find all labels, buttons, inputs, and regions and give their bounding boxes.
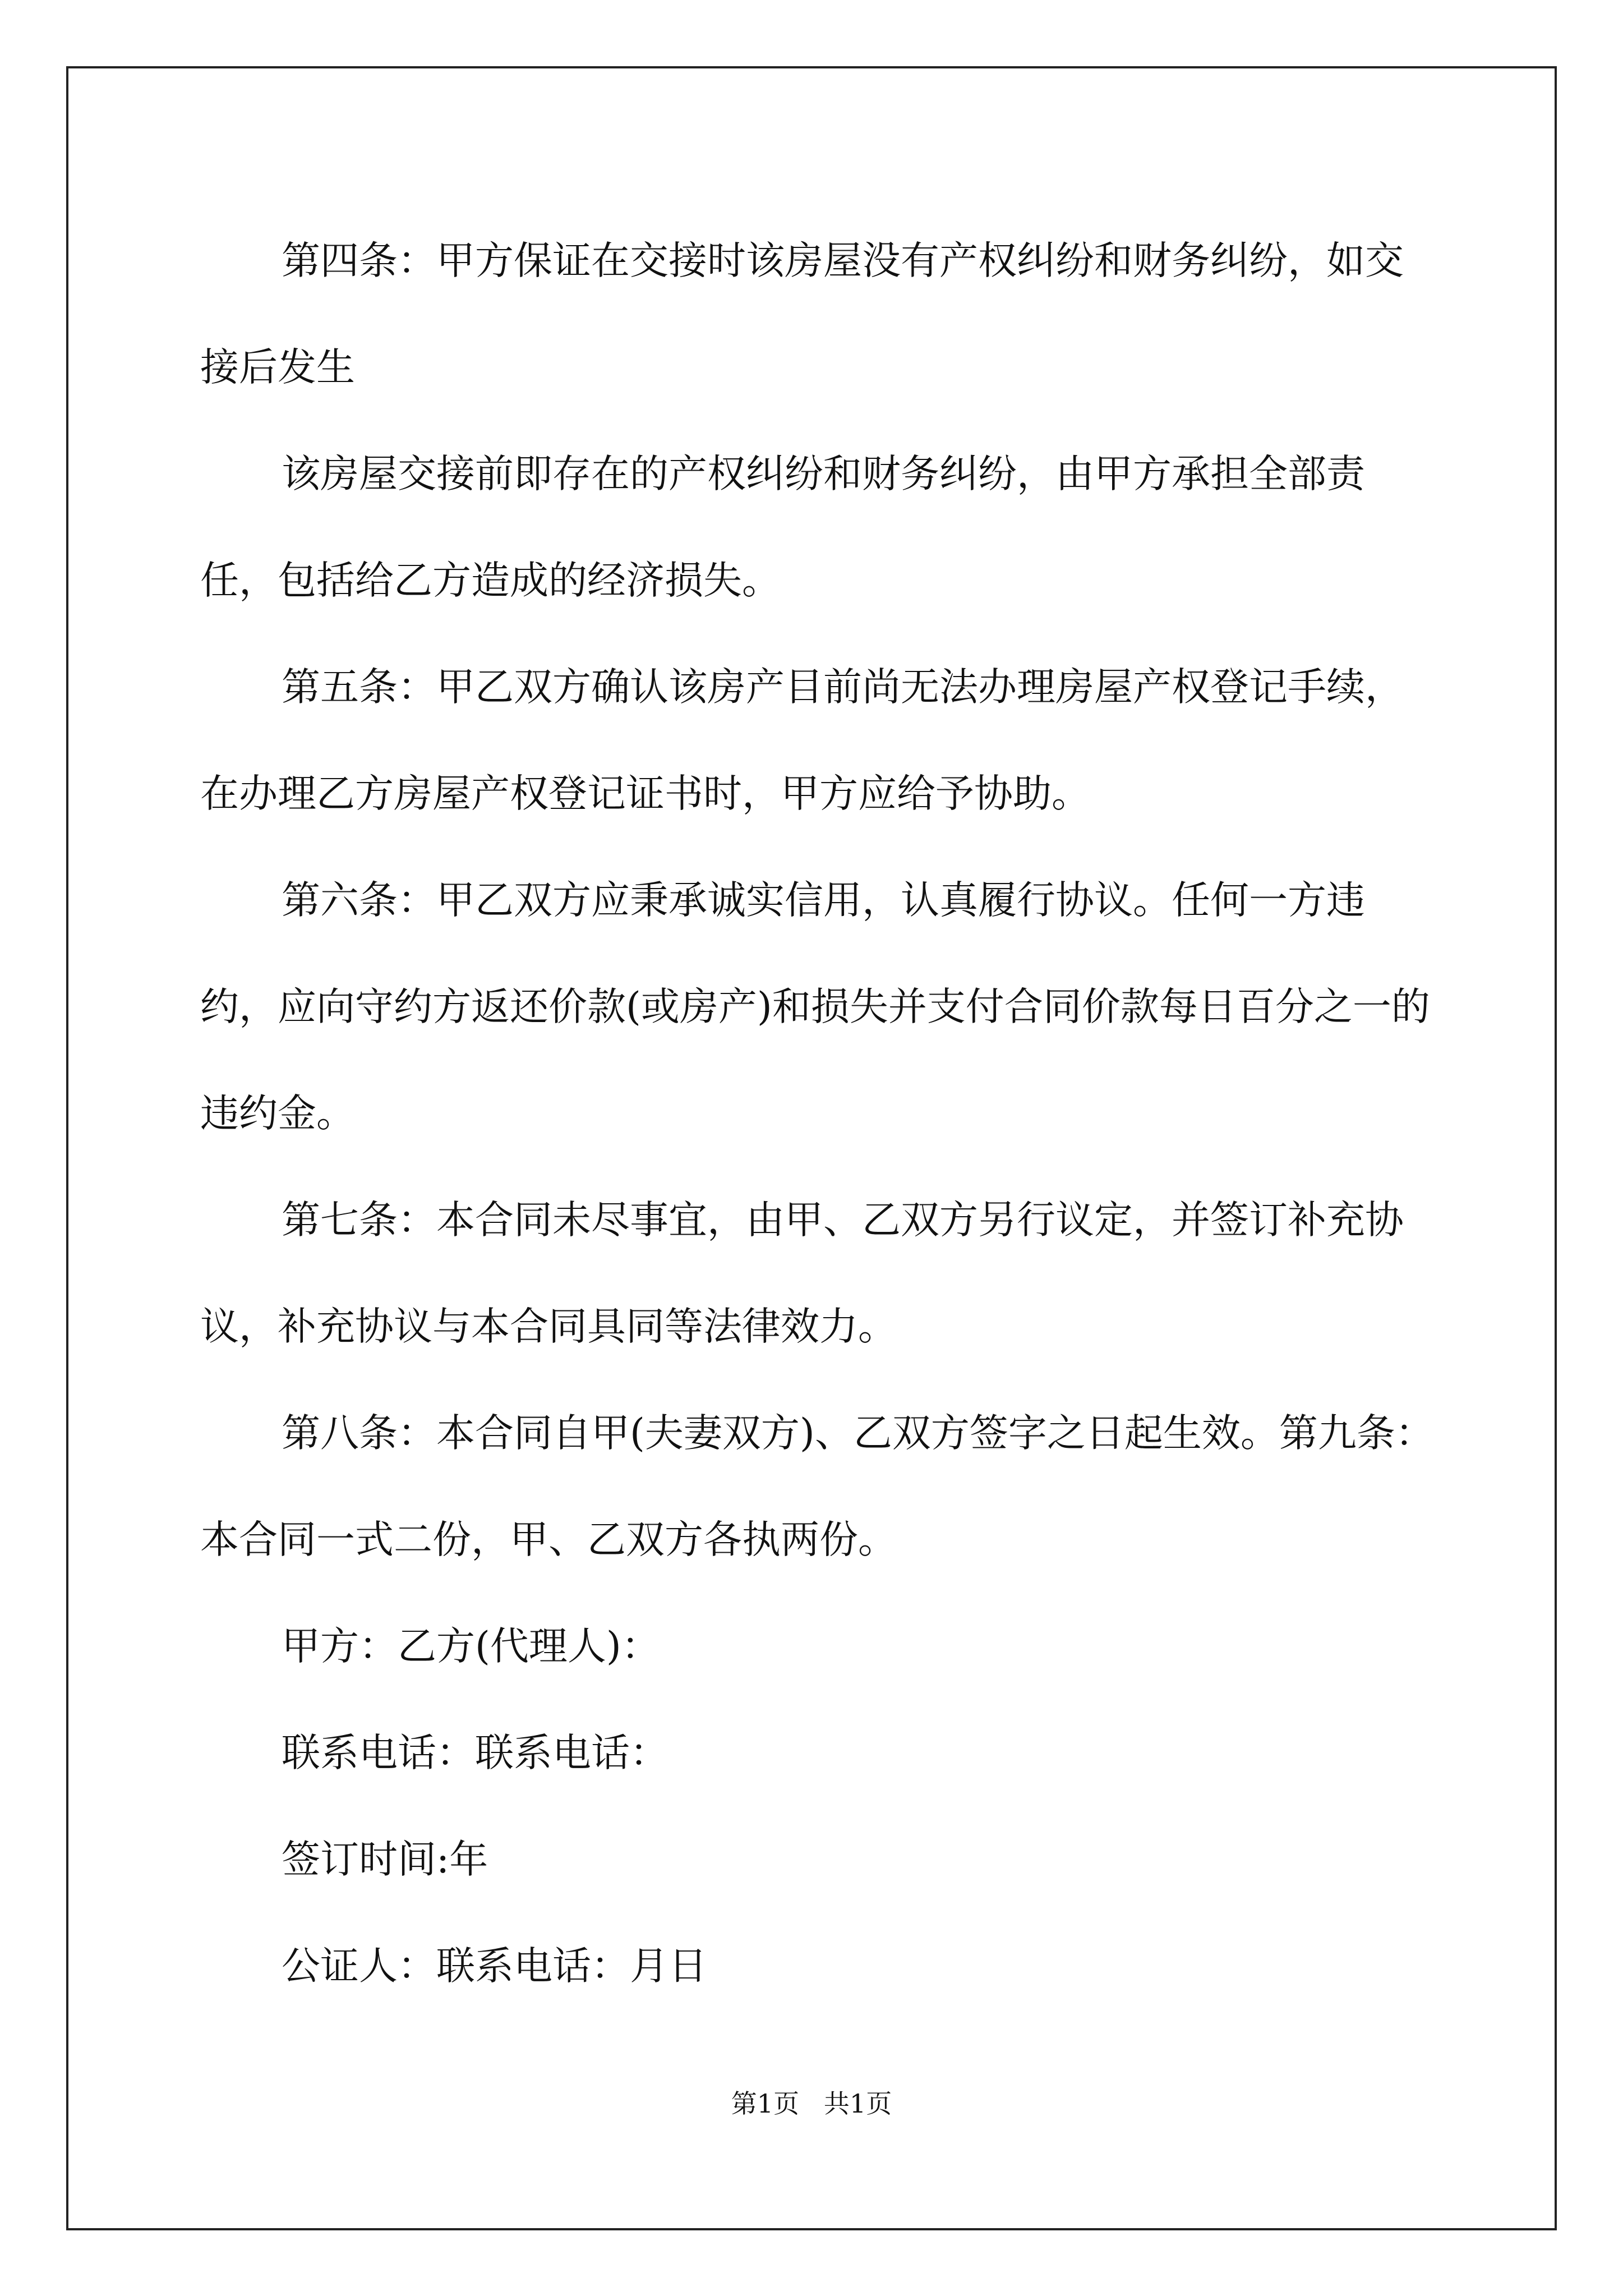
signing-date: 签订时间:年 [282, 1837, 488, 1882]
signature-phones: 联系电话：联系电话： [282, 1731, 668, 1775]
clause-4-continued: 该房屋交接前即存在的产权纠纷和财务纠纷，由甲方承担全部责任，包括给乙方造成的经济损失。 [200, 452, 1365, 603]
notary-line: 公证人：联系电话：月日 [282, 1944, 707, 1989]
clause-8-9: 第八条：本合同自甲(夫妻双方)、乙双方签字之日起生效。第九条：本合同一式二份，甲、乙双方各执两份。 [200, 1411, 1434, 1562]
page-number: 第1页 共1页 [731, 2088, 892, 2119]
document-body [200, 208, 1434, 2019]
clause-7: 第七条：本合同未尽事宜，由甲、乙双方另行议定，并签订补充协议，补充协议与本合同具同等法律效力。 [200, 1198, 1404, 1349]
signature-parties: 甲方：乙方(代理人)： [282, 1624, 660, 1669]
clause-6: 第六条：甲乙双方应秉承诚实信用，认真履行协议。任何一方违约，应向守约方返还价款(或房产)和损失并支付合同价款每日百分之一的违约金。 [200, 878, 1430, 1136]
clause-4: 第四条：甲方保证在交接时该房屋没有产权纠纷和财务纠纷，如交接后发生 [200, 238, 1404, 390]
clause-5: 第五条：甲乙双方确认该房产目前尚无法办理房屋产权登记手续，在办理乙方房屋产权登记证书时，甲方应给予协助。 [200, 665, 1404, 816]
